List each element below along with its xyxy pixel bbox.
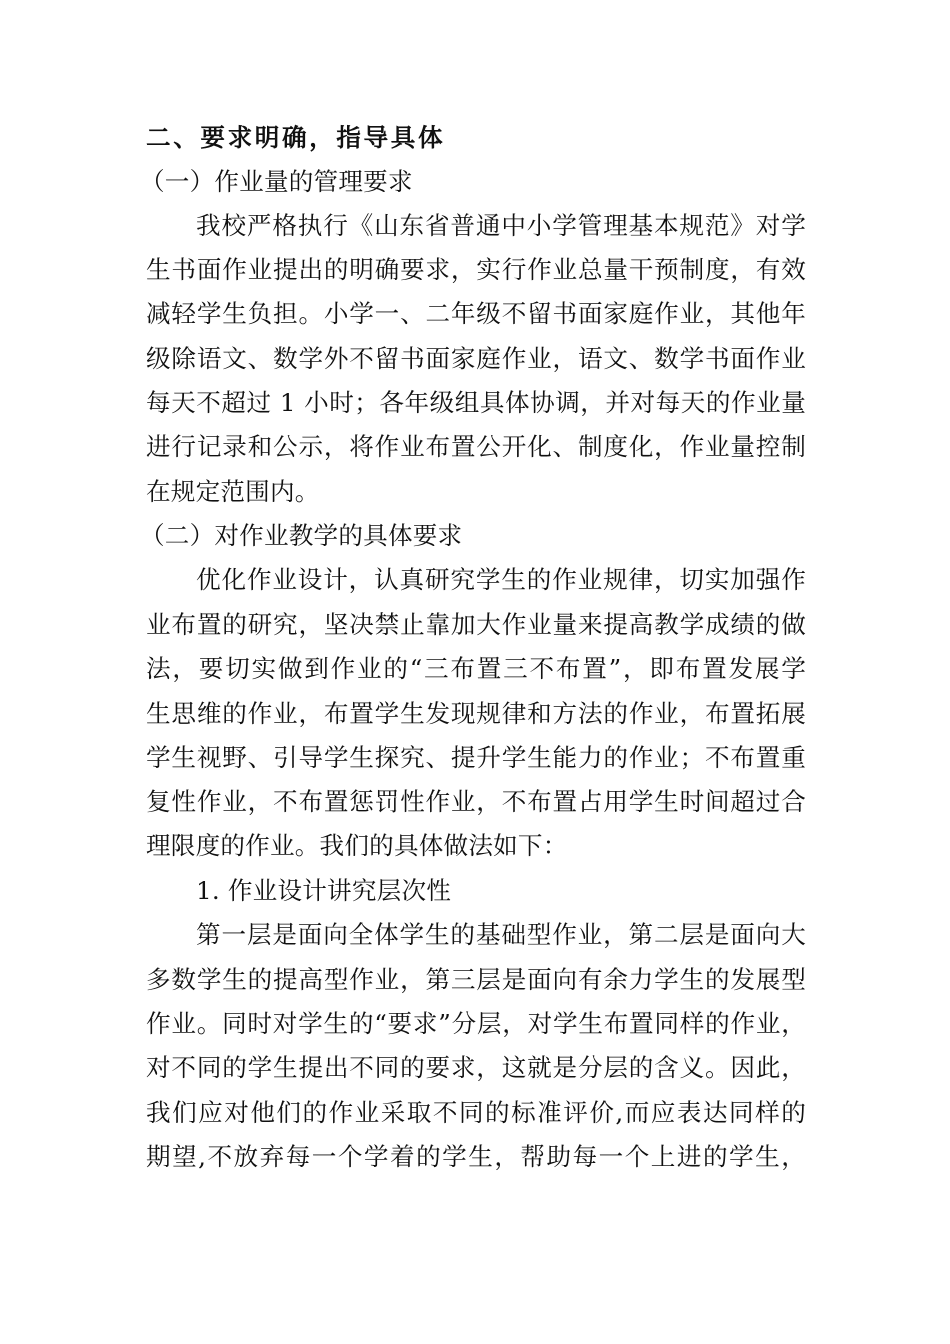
paragraph-line: 多数学生的提高型作业，第三层是面向有余力学生的发展型 (146, 965, 806, 994)
paragraph-line: 生思维的作业，布置学生发现规律和方法的作业，布置拓展 (146, 699, 806, 728)
paragraph-line: 学生视野、引导学生探究、提升学生能力的作业；不布置重 (146, 743, 806, 772)
paragraph-line: 对不同的学生提出不同的要求，这就是分层的含义。因此， (146, 1053, 806, 1082)
paragraph-line: 业布置的研究，坚决禁止靠加大作业量来提高教学成绩的做 (146, 610, 806, 639)
paragraph-line: 每天不超过 1 小时；各年级组具体协调，并对每天的作业量 (146, 388, 806, 417)
paragraph-line: 生书面作业提出的明确要求，实行作业总量干预制度，有效 (146, 255, 806, 284)
paragraph-line: 级除语文、数学外不留书面家庭作业，语文、数学书面作业 (146, 344, 806, 373)
paragraph-line: 减轻学生负担。小学一、二年级不留书面家庭作业，其他年 (146, 299, 806, 328)
paragraph-line: 第一层是面向全体学生的基础型作业，第二层是面向大 (196, 920, 806, 949)
paragraph-line: 理限度的作业。我们的具体做法如下： (146, 831, 568, 860)
subsection-title-1: （一）作业量的管理要求 (140, 167, 413, 196)
item-title-1: 1. 作业设计讲究层次性 (196, 876, 452, 905)
paragraph-line: 我校严格执行《山东省普通中小学管理基本规范》对学 (196, 211, 806, 240)
paragraph-line: 作业。同时对学生的“要求”分层，对学生布置同样的作业， (146, 1009, 806, 1038)
paragraph-line: 法，要切实做到作业的“三布置三不布置”，即布置发展学 (146, 654, 806, 683)
section-heading: 二、要求明确，指导具体 (146, 123, 446, 152)
subsection-title-2: （二）对作业教学的具体要求 (140, 521, 463, 550)
paragraph-line: 期望,不放弃每一个学着的学生，帮助每一个上进的学生， (146, 1142, 806, 1171)
paragraph-line: 复性作业，不布置惩罚性作业，不布置占用学生时间超过合 (146, 787, 806, 816)
paragraph-line: 优化作业设计，认真研究学生的作业规律，切实加强作 (196, 565, 806, 594)
paragraph-line: 进行记录和公示，将作业布置公开化、制度化，作业量控制 (146, 432, 806, 461)
paragraph-line: 我们应对他们的作业采取不同的标准评价,而应表达同样的 (146, 1098, 806, 1127)
paragraph-line: 在规定范围内。 (146, 477, 320, 506)
